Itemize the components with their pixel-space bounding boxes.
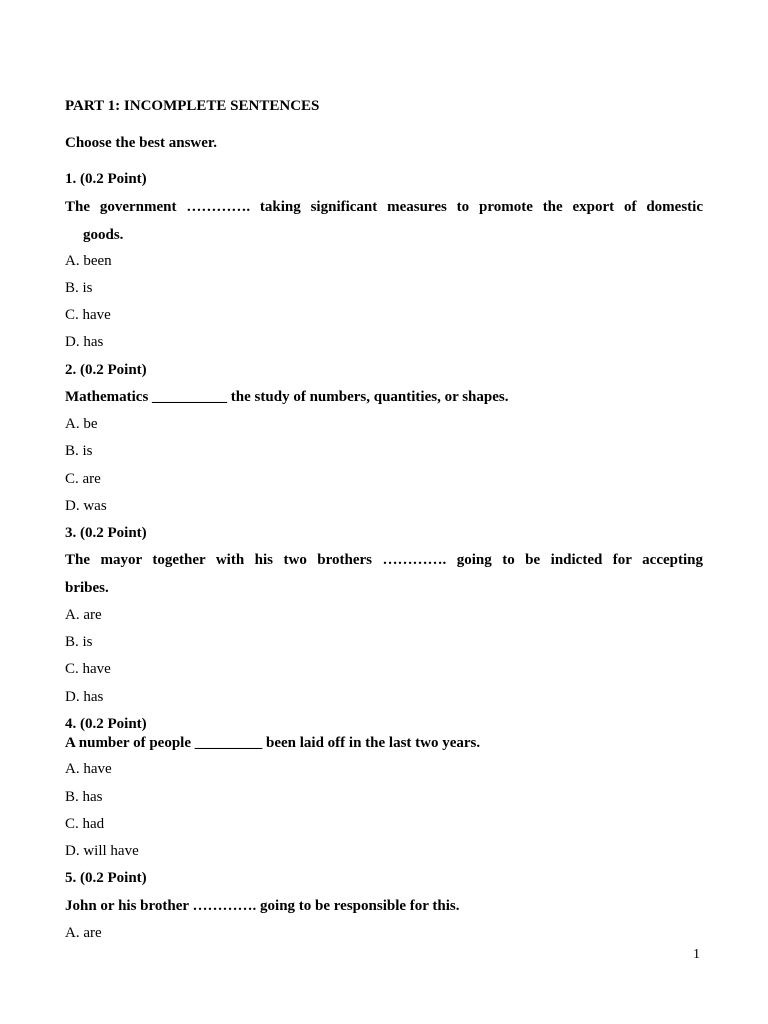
question-1-option-b: B. is [65, 280, 93, 296]
question-1-option-c: C. have [65, 307, 111, 323]
question-3-stem-line-2: bribes. [65, 580, 109, 596]
question-3-option-b: B. is [65, 634, 93, 650]
question-2-option-a: A. be [65, 416, 98, 432]
question-1-header: 1. (0.2 Point) [65, 171, 147, 187]
question-4-option-d: D. will have [65, 843, 139, 859]
question-1-stem-line-1: The government …………. taking significant measures to promote the export of domestic [65, 199, 703, 215]
question-4-option-b: B. has [65, 789, 103, 805]
question-2-option-d: D. was [65, 498, 107, 514]
question-5-header: 5. (0.2 Point) [65, 870, 147, 886]
question-2-option-c: C. are [65, 471, 101, 487]
question-3-stem-line-1: The mayor together with his two brothers …………. going to be indicted for accepting [65, 552, 703, 568]
question-5-stem-line-1: John or his brother …………. going to be responsible for this. [65, 898, 460, 914]
question-1-option-d: D. has [65, 334, 104, 350]
instruction: Choose the best answer. [65, 135, 217, 151]
question-3-option-a: A. are [65, 607, 102, 623]
question-2-option-b: B. is [65, 443, 93, 459]
question-4-option-a: A. have [65, 761, 112, 777]
question-1-stem-line-2: goods. [83, 227, 124, 243]
question-3-header: 3. (0.2 Point) [65, 525, 147, 541]
question-2-stem-line-1: Mathematics __________ the study of numbers, quantities, or shapes. [65, 389, 509, 405]
question-2-header: 2. (0.2 Point) [65, 362, 147, 378]
question-3-option-c: C. have [65, 661, 111, 677]
page-number: 1 [693, 947, 700, 962]
question-4-header: 4. (0.2 Point) [65, 716, 147, 732]
question-1-option-a: A. been [65, 253, 112, 269]
question-4-option-c: C. had [65, 816, 105, 832]
question-5-option-a: A. are [65, 925, 102, 941]
question-3-option-d: D. has [65, 689, 104, 705]
question-4-stem-line-1: A number of people _________ been laid off in the last two years. [65, 735, 481, 751]
part-title: PART 1: INCOMPLETE SENTENCES [65, 98, 320, 114]
